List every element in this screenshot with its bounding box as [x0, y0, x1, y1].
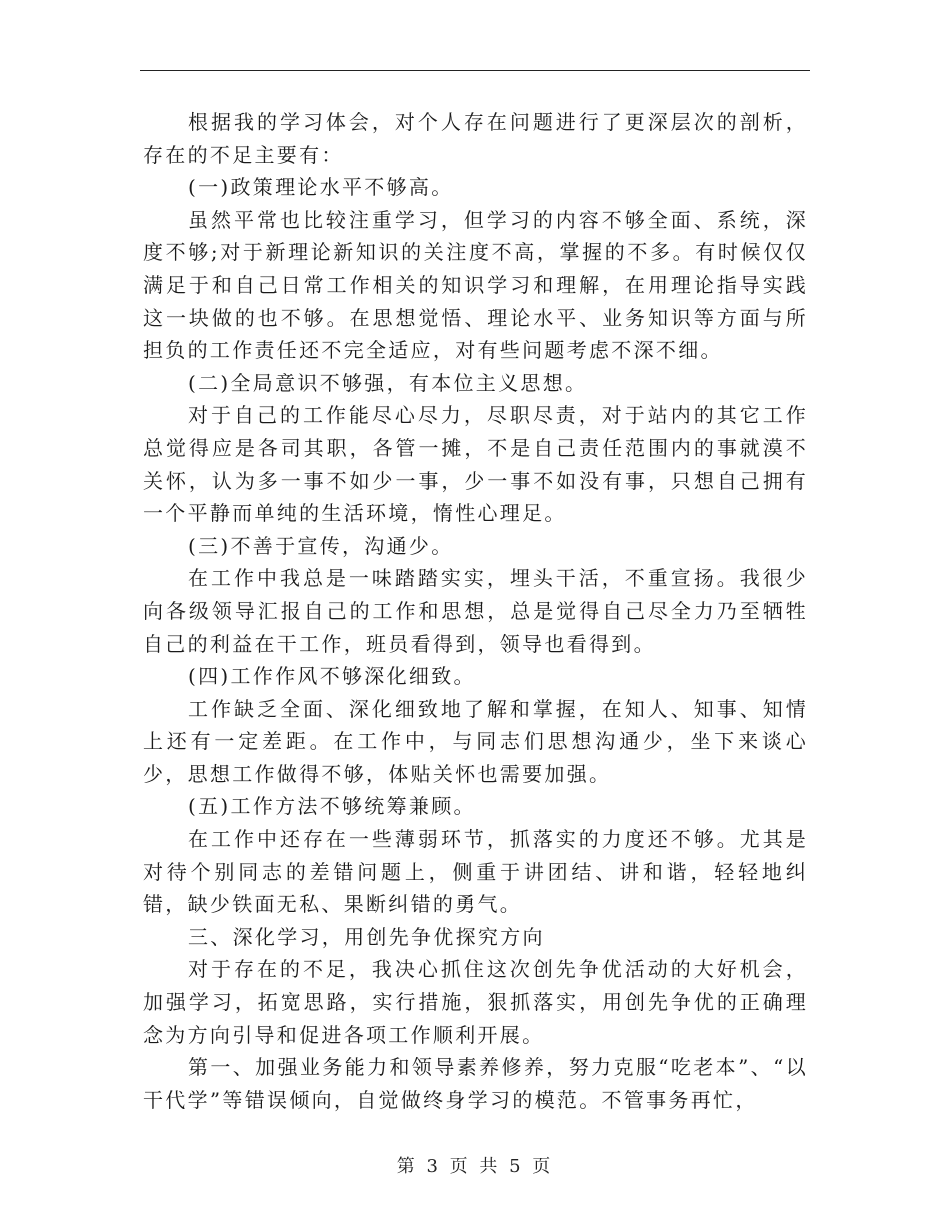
paragraph: 第一、加强业务能力和领导素养修养，努力克服“吃老本”、“以干代学”等错误倾向，自觉做终身学习的模范。不管事务再忙，	[143, 1055, 808, 1112]
page-number: 第 3 页 共 5 页	[396, 1156, 554, 1177]
paragraph: 对于自己的工作能尽心尽力，尽职尽责，对于站内的其它工作总觉得应是各司其职，各管一摊，不是自己责任范围内的事就漠不关怀，认为多一事不如少一事，少一事不如没有事，只想自己拥有一个平静而单纯的生活环境，惰性心理足。	[143, 403, 808, 526]
header-rule	[140, 70, 810, 71]
section-heading: (三)不善于宣传，沟通少。	[188, 533, 454, 558]
paragraph: 根据我的学习体会，对个人存在问题进行了更深层次的剖析，存在的不足主要有：	[143, 110, 808, 167]
section-heading: 三、深化学习，用创先争优探究方向	[188, 924, 545, 949]
paragraph: 在工作中还存在一些薄弱环节，抓落实的力度还不够。尤其是对待个别同志的差错问题上，侧重于讲团结、讲和谐，轻轻地纠错，缺少铁面无私、果断纠错的勇气。	[143, 827, 808, 917]
paragraph: 在工作中我总是一味踏踏实实，埋头干活，不重宣扬。我很少向各级领导汇报自己的工作和思想，总是觉得自己尽全力乃至牺牲自己的利益在干工作，班员看得到，领导也看得到。	[143, 566, 808, 656]
paragraph: 对于存在的不足，我决心抓住这次创先争优活动的大好机会，加强学习，拓宽思路，实行措施，狠抓落实，用创先争优的正确理念为方向引导和促进各项工作顺利开展。	[143, 957, 808, 1047]
section-heading: (五)工作方法不够统筹兼顾。	[188, 794, 476, 819]
section-heading: (二)全局意识不够强，有本位主义思想。	[188, 370, 588, 395]
section-heading: (四)工作作风不够深化细致。	[188, 664, 476, 689]
document-body	[143, 106, 808, 1116]
paragraph: 虽然平常也比较注重学习，但学习的内容不够全面、系统，深度不够;对于新理论新知识的关注度不高，掌握的不多。有时候仅仅满足于和自己日常工作相关的知识学习和理解，在用理论指导实践这一块做的也不够。在思想觉悟、理论水平、业务知识等方面与所担负的工作责任还不完全适应，对有些问题考虑不深不细。	[143, 207, 808, 363]
paragraph: 工作缺乏全面、深化细致地了解和掌握，在知人、知事、知情上还有一定差距。在工作中，与同志们思想沟通少，坐下来谈心少，思想工作做得不够，体贴关怀也需要加强。	[143, 696, 808, 786]
section-heading: (一)政策理论水平不够高。	[188, 175, 454, 200]
